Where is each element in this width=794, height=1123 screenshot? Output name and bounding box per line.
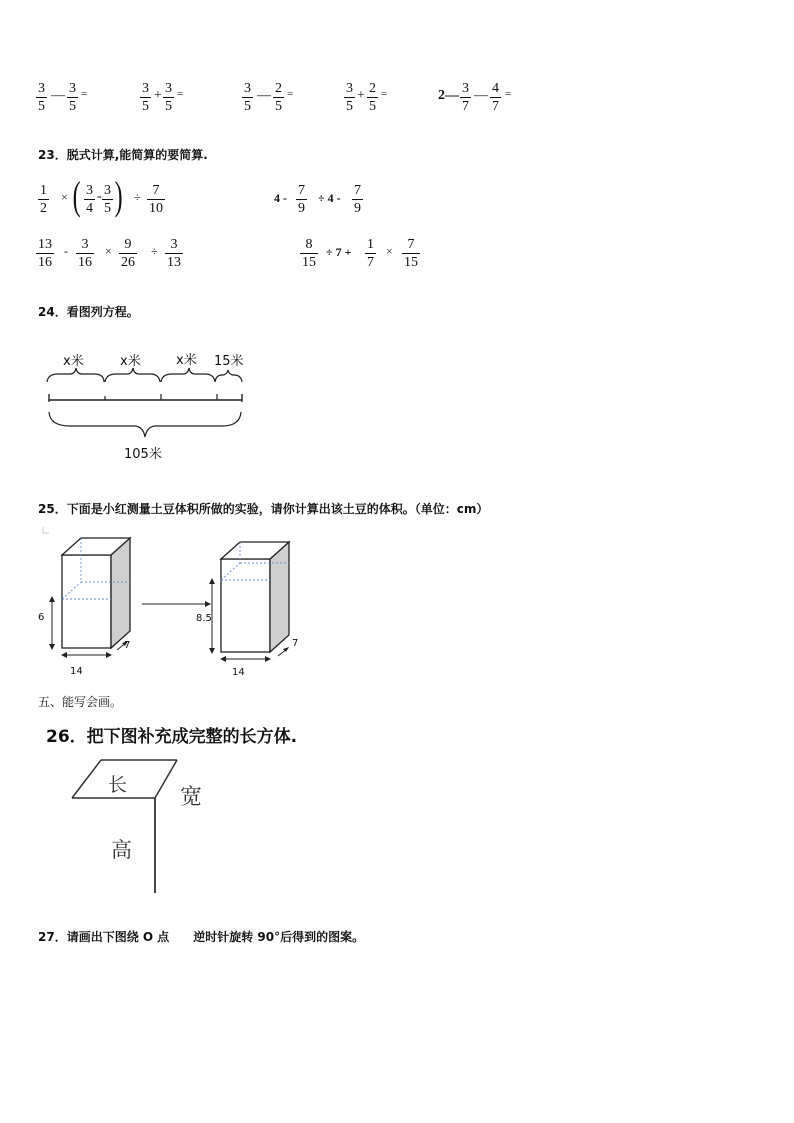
equals-sign: = (81, 88, 88, 100)
operator: + (357, 88, 365, 103)
divide-sign: ÷ (134, 190, 141, 204)
lead-term: 2— (438, 88, 459, 103)
fraction: 7 15 (404, 237, 418, 270)
fraction: 3 16 (78, 237, 92, 270)
middle-term: ÷ 4 - (318, 191, 341, 205)
lead-term: 4 - (274, 191, 287, 205)
minus-sign: - (97, 189, 102, 204)
equals-sign: = (177, 88, 184, 100)
equals-sign: = (381, 88, 388, 100)
fraction: 4 7 (492, 81, 499, 114)
right-paren: ) (114, 173, 123, 218)
divide-sign: ÷ (151, 244, 158, 258)
times-sign: × (61, 190, 68, 204)
fraction: 7 9 (354, 183, 361, 216)
operator: — (474, 88, 488, 103)
fraction: 3 5 (104, 183, 111, 216)
question-25-title: 25．下面是小红测量土豆体积所做的实验，请你计算出该土豆的体积。（单位：cm） (38, 502, 489, 516)
fraction: 13 16 (38, 237, 52, 270)
left-paren: ( (72, 173, 81, 218)
length-label: 长 (108, 774, 128, 796)
segment-label: x米 (63, 354, 84, 369)
times-sign: × (386, 244, 393, 258)
operator: + (154, 88, 162, 103)
box1-height-label: 6 (38, 612, 45, 623)
segment-label: 15米 (214, 354, 244, 369)
section-5-title: 五、能写会画。 (38, 695, 123, 709)
fraction: 3 4 (86, 183, 93, 216)
question-24-title: 24．看图列方程。 (38, 305, 139, 319)
partial-cuboid-drawing (0, 0, 260, 900)
question-23-title: 23．脱式计算,能简算的要简算. (38, 148, 208, 162)
equals-sign: = (505, 88, 512, 100)
fraction: 3 5 (165, 81, 172, 114)
box2-height-label: 8.5 (196, 613, 212, 624)
minus-sign: - (64, 244, 68, 258)
fraction: 1 7 (367, 237, 374, 270)
fraction: 9 26 (121, 237, 135, 270)
fraction: 1 2 (40, 183, 47, 216)
fraction: 3 5 (346, 81, 353, 114)
fraction: 3 5 (69, 81, 76, 114)
height-label: 高 (111, 838, 132, 862)
fraction: 3 13 (167, 237, 181, 270)
box1-depth-label: 7 (124, 640, 131, 651)
width-label: 宽 (180, 785, 203, 810)
question-26-title: 26．把下图补充成完整的长方体. (46, 727, 298, 747)
fraction: 2 5 (275, 81, 282, 114)
segment-label: x米 (120, 354, 141, 369)
question-27-title: 27．请画出下图绕 O 点 逆时针旋转 90°后得到的图案。 (38, 930, 365, 944)
fraction: 7 10 (149, 183, 163, 216)
box2-depth-label: 7 (292, 638, 299, 649)
fraction: 3 5 (38, 81, 45, 114)
operator: — (51, 88, 65, 103)
segment-label: x米 (176, 353, 197, 368)
fraction: 3 5 (142, 81, 149, 114)
box1-width-label: 14 (70, 666, 83, 677)
times-sign: × (105, 244, 112, 258)
fraction: 3 5 (244, 81, 251, 114)
fraction: 7 9 (298, 183, 305, 216)
middle-term: ÷ 7 + (326, 245, 352, 259)
fraction: 8 15 (302, 237, 316, 270)
fraction: 3 7 (462, 81, 469, 114)
operator: — (257, 88, 271, 103)
total-length-label: 105米 (124, 447, 162, 462)
equals-sign: = (287, 88, 294, 100)
box2-width-label: 14 (232, 667, 245, 678)
fraction: 2 5 (369, 81, 376, 114)
